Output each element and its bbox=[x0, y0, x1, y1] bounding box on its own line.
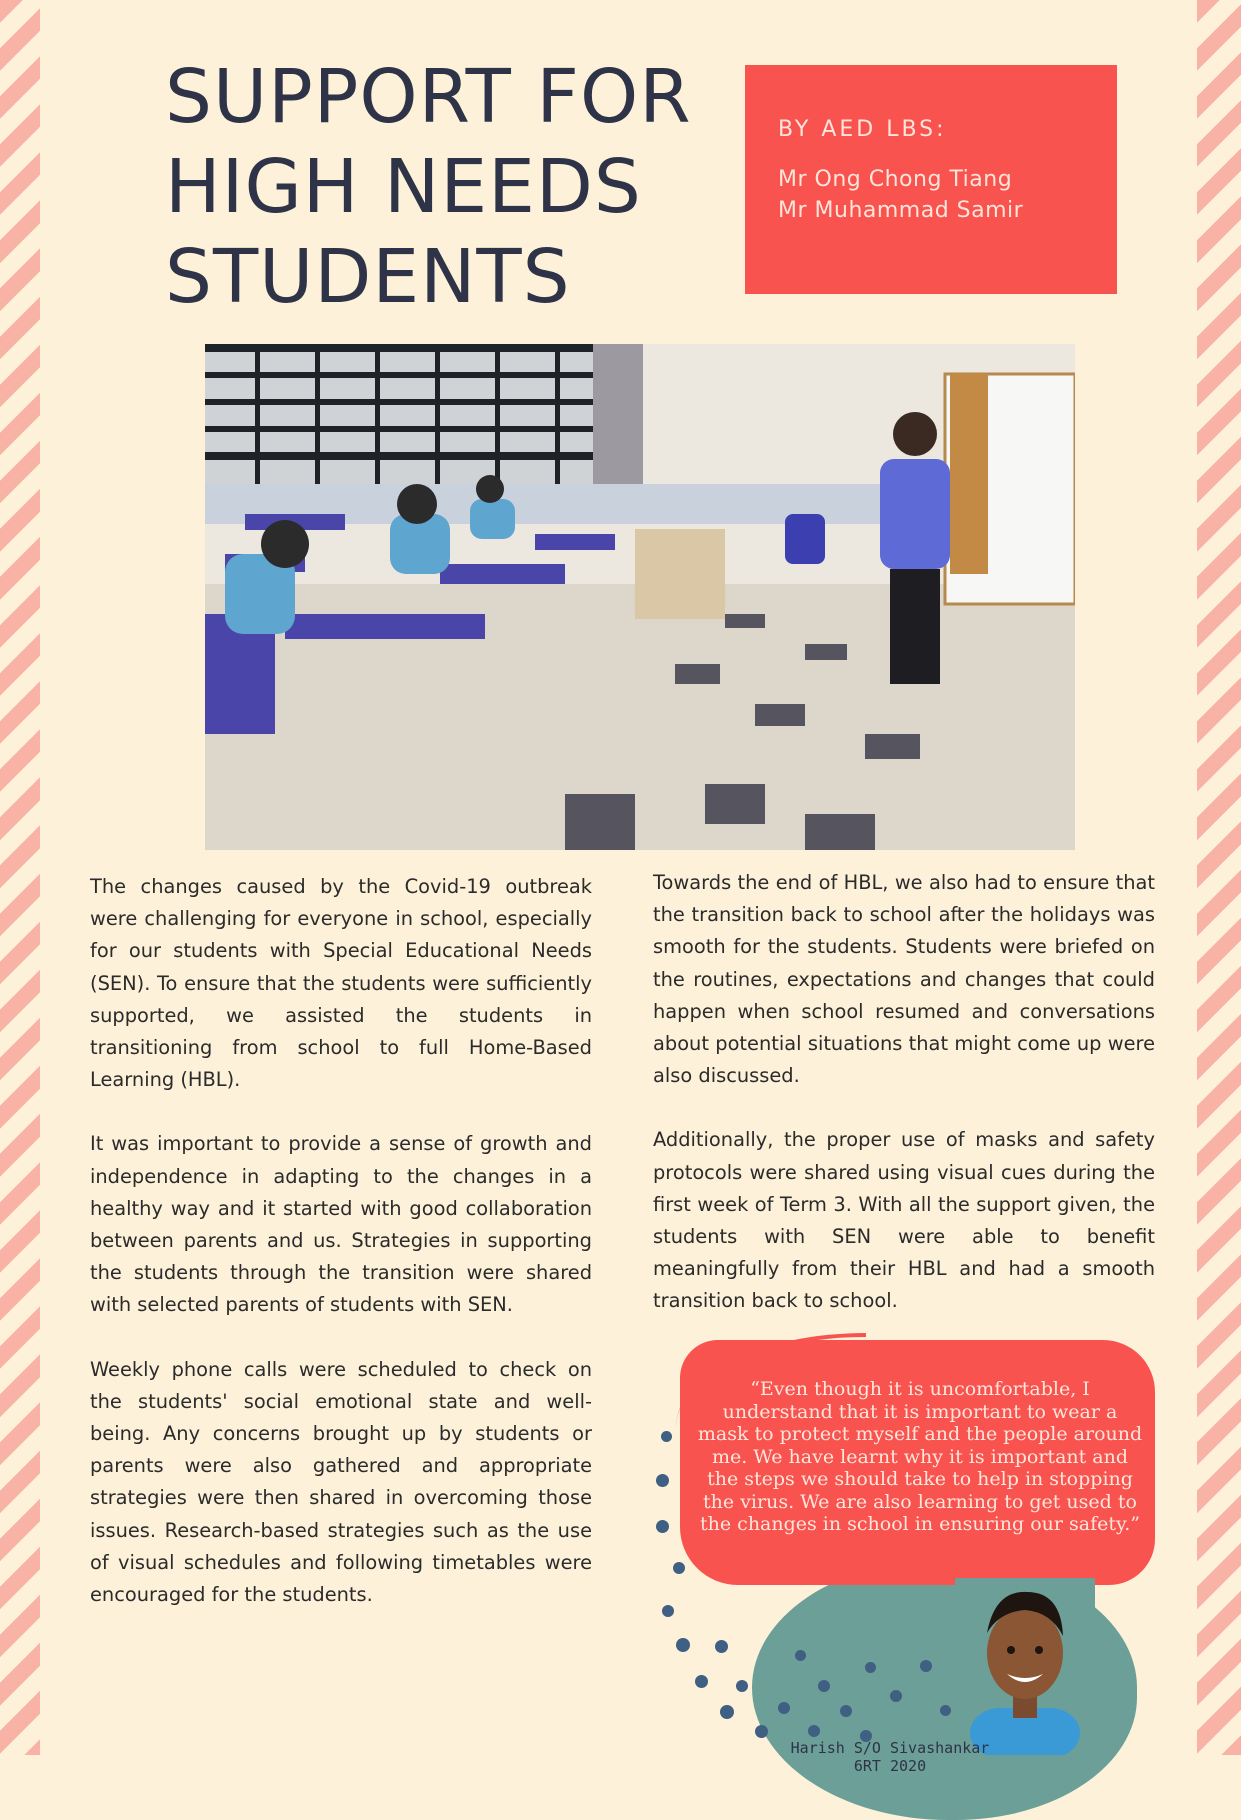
student-portrait-illustration bbox=[955, 1578, 1095, 1755]
decorative-dot bbox=[676, 1638, 690, 1652]
student-quote: “Even though it is uncomfortable, I understand that it is important to wear a mask to protect myself and the people around me. We have learnt why it is important and the steps we should take to help in stopping the virus. We are also learning to get used to the changes in school in ensuring our safety.” bbox=[697, 1378, 1143, 1535]
decorative-dot bbox=[778, 1702, 790, 1714]
decorative-dot bbox=[662, 1605, 674, 1617]
decorative-dot bbox=[715, 1640, 728, 1653]
decorative-dot bbox=[795, 1650, 806, 1661]
paragraph: Additionally, the proper use of masks and safety protocols were shared using visual cues during the first week of Term 3. With all the support given, the students with SEN were able to benefit meaningfully from their HBL and had a smooth transition back to school. bbox=[653, 1128, 1155, 1313]
classroom-illustration bbox=[205, 344, 1075, 850]
decorative-dot bbox=[840, 1705, 852, 1717]
title-line: SUPPORT FOR bbox=[165, 54, 692, 140]
title-line: STUDENTS bbox=[165, 234, 571, 320]
decorative-dot bbox=[656, 1474, 669, 1487]
decorative-dot bbox=[890, 1690, 902, 1702]
right-text-column bbox=[653, 867, 1155, 1350]
paragraph: It was important to provide a sense of growth and independence in adapting to the changes in a healthy way and it started with good collaboration between parents and us. Strategies in supporting the students through the transition were shared with selected parents of students with SEN. bbox=[90, 1132, 592, 1317]
classroom-photo bbox=[205, 344, 1075, 850]
byline-name: Mr Ong Chong Tiang bbox=[778, 167, 1013, 192]
title-line: HIGH NEEDS bbox=[165, 144, 642, 230]
left-text-column bbox=[90, 871, 592, 1643]
paragraph: The changes caused by the Covid-19 outbreak were challenging for everyone in school, especially for our students with Special Educational Needs (SEN). To ensure that the students were sufficiently supported, we assisted the students in transitioning from school to full Home-Based Learning (HBL). bbox=[90, 875, 592, 1092]
byline-name: Mr Muhammad Samir bbox=[778, 198, 1024, 223]
decorative-dot bbox=[736, 1680, 748, 1692]
decorative-dot bbox=[656, 1520, 669, 1533]
decorative-dot bbox=[920, 1660, 932, 1672]
student-class: 6RT 2020 bbox=[853, 1757, 927, 1775]
right-stripe-border bbox=[1197, 0, 1241, 1755]
page-title bbox=[165, 52, 725, 322]
decorative-dot bbox=[818, 1680, 830, 1692]
decorative-dot bbox=[661, 1431, 672, 1442]
student-portrait bbox=[955, 1578, 1095, 1755]
quote-attribution bbox=[765, 1739, 1015, 1775]
decorative-dot bbox=[673, 1562, 685, 1574]
decorative-dot bbox=[808, 1725, 820, 1737]
decorative-dot bbox=[755, 1725, 768, 1738]
decorative-dot bbox=[720, 1705, 734, 1719]
student-name: Harish S/O Sivashankar bbox=[790, 1739, 990, 1757]
paragraph: Towards the end of HBL, we also had to ensure that the transition back to school after the holidays was smooth for the students. Students were briefed on the routines, expectations and changes that could happen when school resumed and conversations about potential situations that might come up were also discussed. bbox=[653, 871, 1155, 1088]
byline-box bbox=[745, 65, 1117, 294]
decorative-dot bbox=[695, 1675, 708, 1688]
paragraph: Weekly phone calls were scheduled to check on the students' social emotional state and well-being. Any concerns brought up by students or parents were also gathered and appropriate strategies were then shared in overcoming those issues. Research-based strategies such as the use of visual schedules and following timetables were encouraged for the students. bbox=[90, 1357, 592, 1607]
byline-label: BY AED LBS: bbox=[778, 117, 947, 142]
decorative-dot bbox=[940, 1705, 951, 1716]
decorative-dot bbox=[865, 1662, 876, 1673]
left-stripe-border bbox=[0, 0, 40, 1755]
